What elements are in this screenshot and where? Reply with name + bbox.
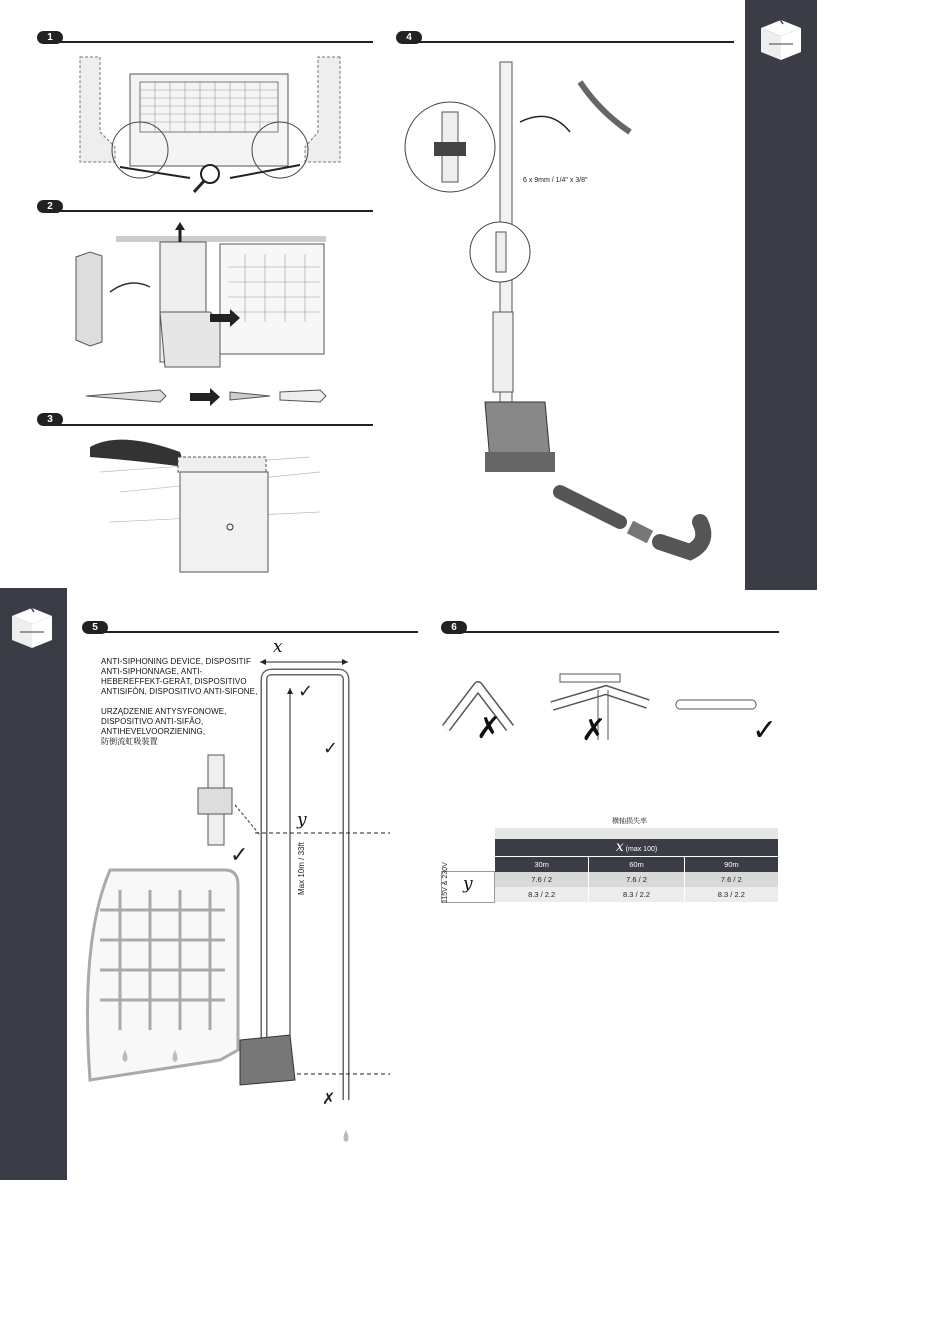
step-rule-2: [55, 210, 373, 212]
svg-text:✓: ✓: [752, 713, 778, 748]
check-mark-top: ✓: [298, 681, 314, 701]
table-cell: 7.6 / 2: [589, 872, 684, 887]
step4-illustration: [400, 52, 730, 572]
max-height-label: Max 10m / 33ft: [297, 842, 306, 895]
step1-illustration: [70, 52, 350, 200]
tube-size-label: 6 x 9mm / 1/4" x 3/8": [523, 177, 588, 184]
svg-text:✗: ✗: [581, 713, 607, 748]
y-level-label: y: [297, 810, 307, 830]
right-sidebar: [745, 0, 817, 590]
svg-text:✗: ✗: [476, 711, 502, 746]
col-30m: 30m: [495, 857, 589, 872]
step-rule-3: [55, 424, 373, 426]
col-60m: 60m: [589, 857, 684, 872]
step-badge-2: 2: [37, 200, 63, 213]
table-row: [495, 887, 778, 902]
step-badge-4: 4: [396, 31, 422, 44]
box-icon-bottom: [8, 604, 56, 655]
step-rule-4: [414, 41, 734, 43]
check-mark-right: ✓: [323, 738, 339, 758]
column-header-row: [495, 857, 778, 872]
step-badge-5: 5: [82, 621, 108, 634]
step-badge-1: 1: [37, 31, 63, 44]
step-badge-6: 6: [441, 621, 467, 634]
table-cell: 7.6 / 2: [720, 875, 742, 884]
table-cell: 7.6 / 2: [495, 872, 589, 887]
x-header-note: (max 100): [625, 846, 658, 853]
x-header-symbol: x: [615, 839, 624, 855]
table-cell: 8.3 / 2.2: [495, 887, 589, 902]
box-icon-top: [757, 16, 805, 67]
performance-table: [495, 857, 778, 902]
voltage-label: 115V & 230V: [442, 862, 449, 903]
step-rule-5: [100, 631, 418, 633]
x-dimension-label: x: [273, 637, 283, 657]
col-90m: 90m: [724, 860, 739, 869]
table-row: [495, 872, 778, 887]
anti-siphon-note-1: ANTI-SIPHONING DEVICE, DISPOSITIF ANTI-SIPHONNAGE, ANTI- HEBEREFFEKT-GERÄT, DISPOSITIVO ANTISIFÓN, DISPOSITIVO ANTI-SIFONE,: [101, 657, 258, 696]
left-sidebar: [0, 588, 67, 1180]
anti-siphon-note-2: URZĄDZENIE ANTYSYFONOWE, DISPOSITIVO ANTI-SIFÃO, ANTIHEVELVOORZIENING, 防倒流虹吸裝置: [101, 707, 227, 746]
table-top-band: [495, 828, 778, 839]
step-badge-3: 3: [37, 413, 63, 426]
y-row-symbol: y: [463, 874, 473, 894]
table-cell: 8.3 / 2.2: [717, 890, 745, 899]
step-rule-1: [55, 41, 373, 43]
table-cell: 8.3 / 2.2: [589, 887, 684, 902]
step3-illustration: [80, 432, 330, 577]
x-header-row: [495, 839, 778, 856]
check-mark-valve: ✓: [230, 842, 249, 867]
step2-illustration: [70, 222, 360, 412]
cross-mark-bottom: ✗: [322, 1091, 336, 1108]
step-rule-6: [459, 631, 779, 633]
step6-hose-illustrations: [438, 668, 783, 748]
table-caption: 横轴损失率: [612, 818, 647, 825]
step5-illustration: [80, 640, 400, 1150]
